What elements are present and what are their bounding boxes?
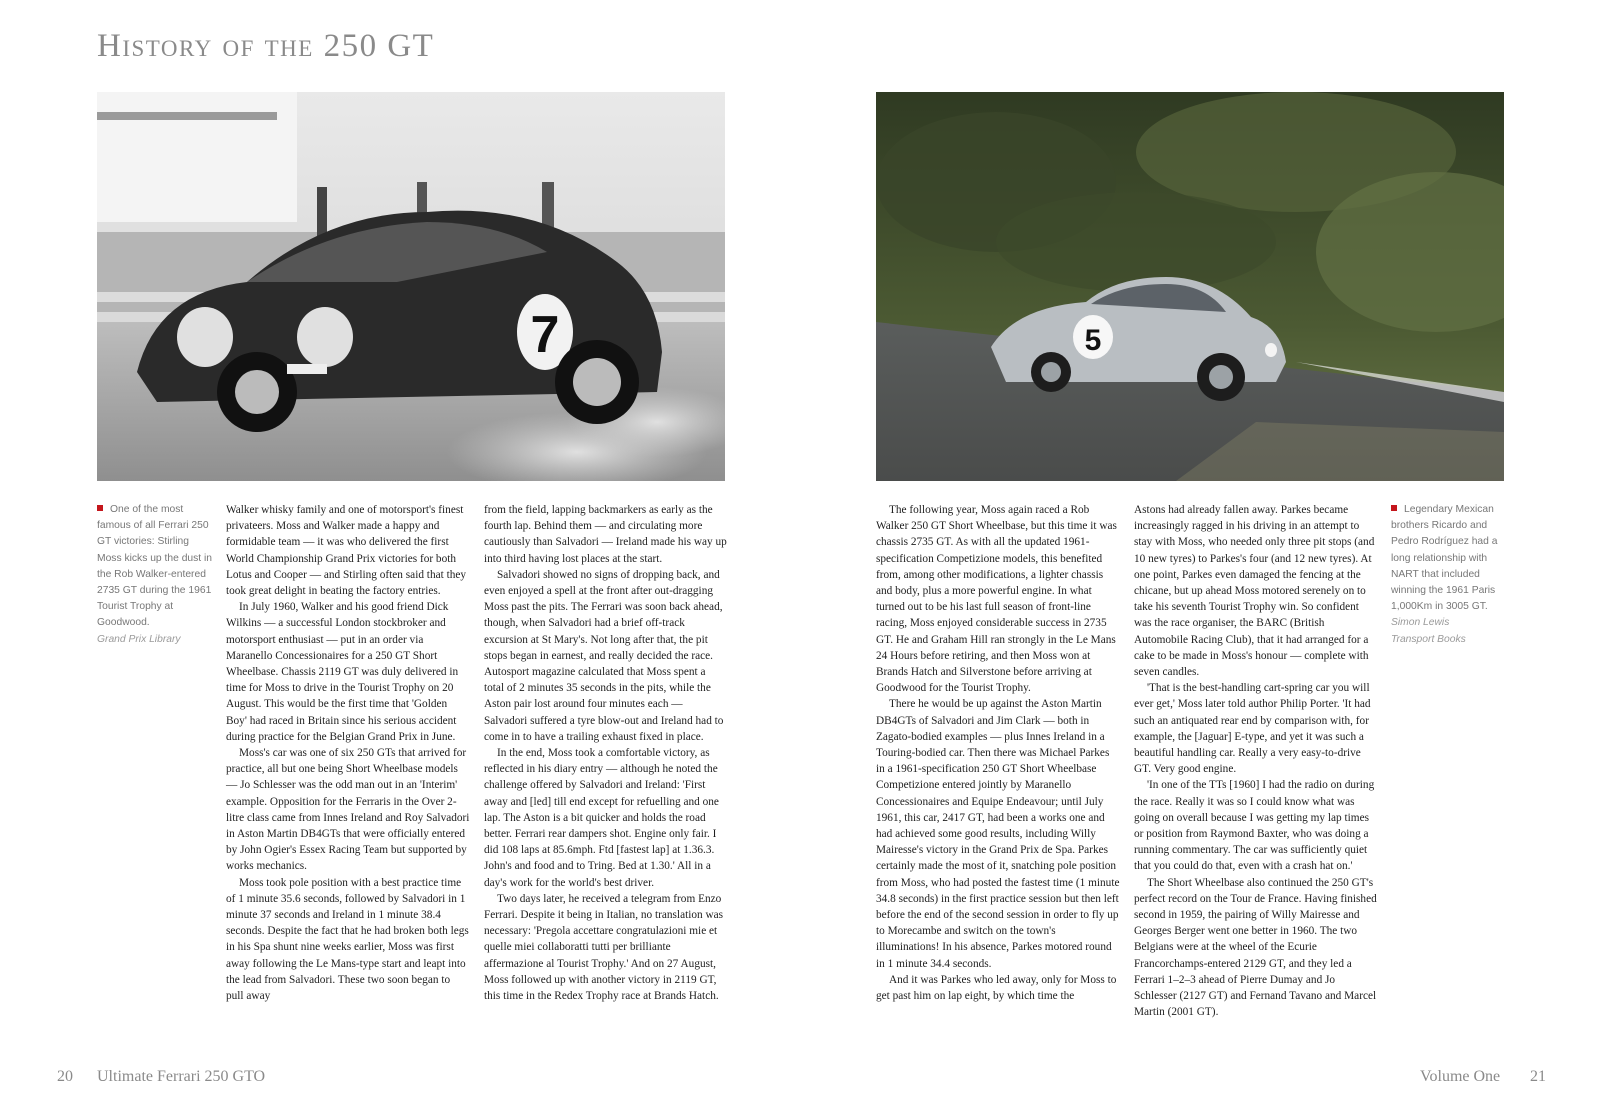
paragraph: Moss took pole position with a best practice time of 1 minute 35.6 seconds, followed by Salvadori in 1 minute 37 seconds and Ireland in 1 minute 38.4 seconds. Despite the fact that he had broken both legs in his Spa shunt nine weeks earlier, Moss was first away following the Le Mans-type start and leapt into the lead from Salvadori. These two soon began to pull away xyxy=(226,876,469,1003)
paragraph: Astons had already fallen away. Parkes became increasingly ragged in his driving in an attempt to stay with Moss, who needed only three pit stops (and 10 new tyres) to Parkes's four (and 12 new tyres). At one point, Parkes even damaged the fencing at the chicane, but up ahead Moss motored serenely on to take his seventh Tourist Trophy win. So confident was the race organiser, the BARC (British Automobile Racing Club), that it had arranged for a cake to be made in Moss's honour — complete with seven candles. xyxy=(1134,504,1375,679)
paragraph: In the end, Moss took a comfortable victory, as reflected in his diary entry — although he noted the challenge offered by Salvadori and Ireland: 'First away and [led] till end except for refuelling and one lap. The Aston is a bit quicker and holds the road better. Ferrari rear dampers shot. Engine only fair. I did 108 laps at 85.6mph. Ftd [fastest lap] at 1.36.3. John's and food and to Tring. Bed at 1.30.' All in a day's work for the world's best driver. xyxy=(484,747,719,889)
paragraph: Moss's car was one of six 250 GTs that arrived for practice, all but one being Short Wheelbase models — Jo Schlesser was the odd man out in an 'Interim' example. Opposition for the Ferraris in the Over 2-litre class came from Innes Ireland and Roy Salvadori in Aston Martin DB4GTs that were officially entered by John Ogier's Essex Racing Team but supported by works mechanics. xyxy=(226,747,470,873)
text-column-4 xyxy=(1134,502,1378,1021)
paragraph: 'That is the best-handling cart-spring car you will ever get,' Moss later told author Philip Porter. 'It had such an antiquated rear end by comparison with, for example, the [Jaguar] E-type, and yet it was such a beautiful handling car. Really a very easy-to-drive GT. Very good engine. xyxy=(1134,682,1371,776)
paragraph: And it was Parkes who led away, only for Moss to get past him on lap eight, by which time the xyxy=(876,973,1117,1003)
caption-text: One of the most famous of all Ferrari 250 GT victories: Stirling Moss kicks up the dust in the Rob Walker-entered 2735 GT during the 1961 Tourist Trophy at Goodwood. xyxy=(97,504,213,629)
caption-bullet-icon xyxy=(97,505,103,511)
text-column-1 xyxy=(226,502,470,1004)
paragraph: The following year, Moss again raced a Rob Walker 250 GT Short Wheelbase, but this time it was chassis 2735 GT. As with all the updated 1961-specification Competizione models, this benefited from, among other modifications, a lighter chassis and body, plus a more powerful engine. In what turned out to be his last full season of front-line racing, Moss enjoyed considerable success in 2735 GT. He and Graham Hill ran strongly in the Le Mans 24 Hours before retiring, and then Moss won at Brands Hatch and Silverstone before arriving at Goodwood for the Tourist Trophy. xyxy=(876,504,1117,695)
page-number-left: 20 xyxy=(57,1068,73,1085)
caption-text: Legendary Mexican brothers Ricardo and Pedro Rodríguez had a long relationship with NART that included winning the 1961 Paris 1,000Km in 3005 GT. xyxy=(1391,504,1498,613)
race-photo-right xyxy=(876,92,1504,481)
photo-caption-left xyxy=(97,502,213,648)
running-footer-title: Ultimate Ferrari 250 GTO xyxy=(97,1068,266,1085)
photo-caption-right xyxy=(1391,502,1503,648)
svg-text:5: 5 xyxy=(1084,324,1102,357)
car-7-illustration xyxy=(97,92,725,481)
paragraph: In July 1960, Walker and his good friend Dick Wilkins — a successful London stockbroker and motorsport enthusiast — put in an order via Maranello Concessionaires for a 250 GT Short Wheelbase. Chassis 2119 GT was duly delivered in time for Moss to drive in the Tourist Trophy on 20 August. This would be the first time that 'Golden Boy' had raced in Britain since his serious accident during practice for the Belgian Grand Prix in June. xyxy=(226,601,459,743)
svg-text:7: 7 xyxy=(530,306,560,364)
page-heading: History of the 250 GT xyxy=(97,28,435,64)
paragraph: from the field, lapping backmarkers as early as the fourth lap. Behind them — and circulating more cautiously than Salvadori — Ireland made his way up into third having lost places at the start. xyxy=(484,504,727,565)
photo-credit: Simon Lewis xyxy=(1391,617,1450,629)
page-number-right: 21 xyxy=(1530,1068,1546,1085)
car-5-illustration xyxy=(876,92,1504,481)
paragraph: Salvadori showed no signs of dropping back, and even enjoyed a spell at the front after out-dragging Moss past the pits. The Ferrari was soon back ahead, though, when Salvadori had a brief off-track excursion at St Mary's. Not long after that, the pit stops began in earnest, and really decided the race. Autosport magazine calculated that Moss spent a total of 2 minutes 35 seconds in the pits, while the Aston pair lost around four minutes each — Salvadori suffered a tyre blow-out and Ireland had to come in to have a trailing exhaust fixed in place. xyxy=(484,568,724,743)
race-photo-left xyxy=(97,92,725,481)
photo-credit: Grand Prix Library xyxy=(97,633,181,645)
photo-credit: Transport Books xyxy=(1391,633,1466,645)
text-column-3 xyxy=(876,502,1120,1004)
paragraph: Two days later, he received a telegram from Enzo Ferrari. Despite it being in Italian, no translation was necessary: 'Pregola accettare congratulazioni mie et quelle miei collaboratti tutti per brilliante affermazione al Tourist Trophy.' And on 27 August, Moss followed up with another victory in 2119 GT, this time in the Redex Trophy race at Brands Hatch. xyxy=(484,892,724,1003)
running-footer-volume: Volume One xyxy=(1420,1068,1501,1085)
paragraph: There he would be up against the Aston Martin DB4GTs of Salvadori and Jim Clark — both in Zagato-bodied examples — plus Innes Ireland in a Touring-bodied car. Then there was Michael Parkes in a 1961-specification 250 GT Short Wheelbase Competizione entered jointly by Maranello Concessionaires and Equipe Endeavour; until July 1961, this car, 2417 GT, had been a works one and had achieved some good results, including Willy Mairesse's victory in the Grand Prix de Spa. Parkes certainly made the most of it, snatching pole position from Moss, who had posted the fastest time (1 minute 34.8 seconds) in the first practice session but then left before the end of the second session in order to fly up to Morecambe and switch on the town's illuminations! In his absence, Parkes motored round in 1 minute 34.4 seconds. xyxy=(876,698,1120,970)
caption-bullet-icon xyxy=(1391,505,1397,511)
paragraph: The Short Wheelbase also continued the 250 GT's perfect record on the Tour de France. Having finished second in 1959, the pairing of Willy Mairesse and Georges Berger went one better in 1960. The two Belgians were at the wheel of the Ecurie Francorchamps-entered 2129 GT, and they led a Ferrari 1–2–3 ahead of Pierre Dumay and Jo Schlesser (2127 GT) and Fernand Tavano and Marcel Martin (2001 GT). xyxy=(1134,876,1377,1019)
paragraph: Walker whisky family and one of motorsport's finest privateers. Moss and Walker made a happy and formidable team — it was who delivered the first World Championship Grand Prix victories for both Lotus and Cooper — and Stirling often said that they took great delight in beating the factory entries. xyxy=(226,504,467,598)
paragraph: 'In one of the TTs [1960] I had the radio on during the race. Really it was so I could know what was going on overall because I was getting my lap times or position from Raymond Baxter, who was doing a running commentary. The car was sufficiently quiet that you could do that, even with a crash hat on.' xyxy=(1134,779,1375,873)
text-column-2 xyxy=(484,502,728,1004)
